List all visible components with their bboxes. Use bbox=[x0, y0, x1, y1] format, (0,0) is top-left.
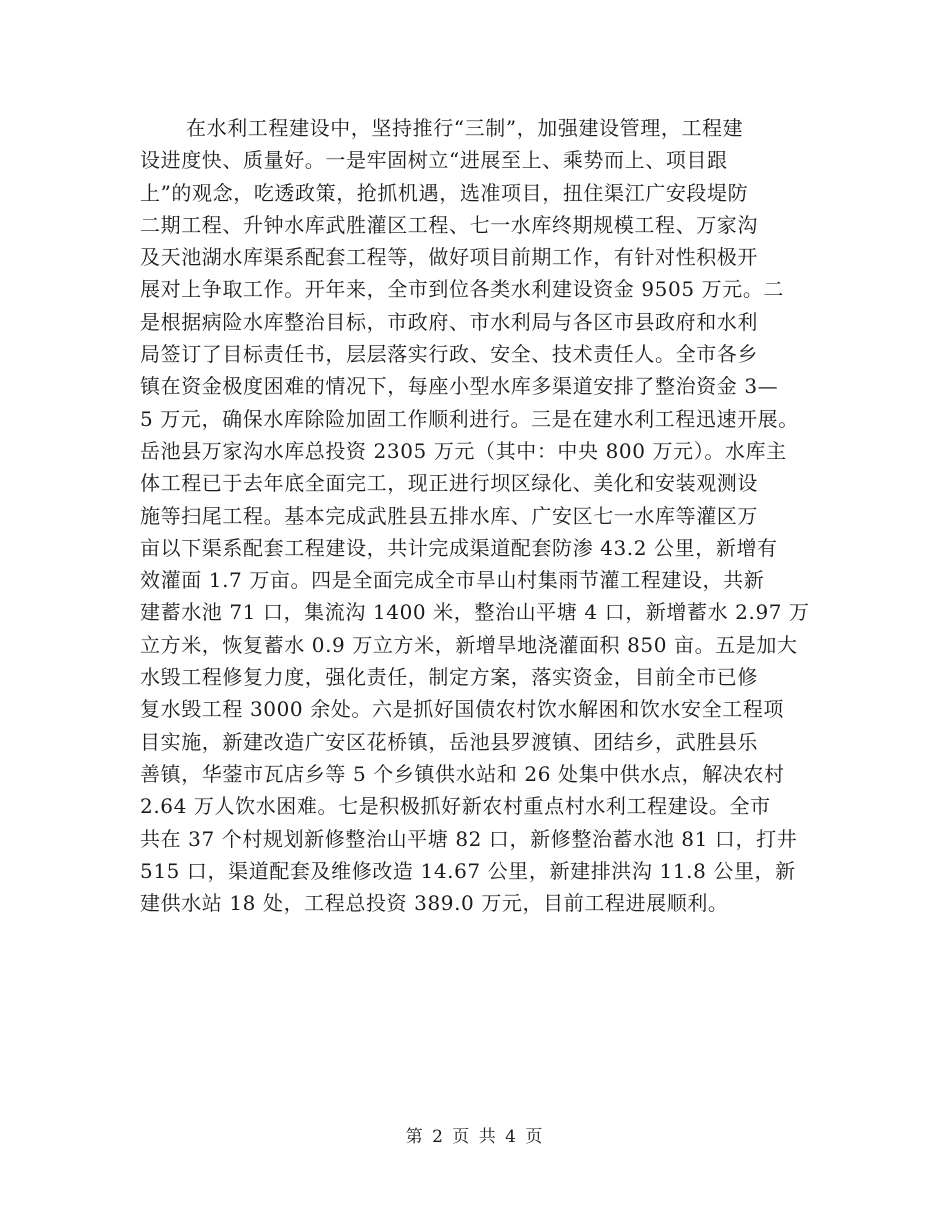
paragraph-line-19: 复水毁工程 3000 余处。六是抓好国债农村饮水解困和饮水安全工程项 bbox=[140, 697, 785, 722]
paragraph-line-6: 展对上争取工作。开年来，全市到位各类水利建设资金 9505 万元。二 bbox=[140, 277, 785, 302]
paragraph-line-9: 镇在资金极度困难的情况下，每座小型水库多渠道安排了整治资金 3— bbox=[140, 374, 779, 399]
paragraph-line-22: 2.64 万人饮水困难。七是积极抓好新农村重点村水利工程建设。全市 bbox=[140, 794, 771, 819]
paragraph-line-12: 体工程已于去年底全面完工，现正进行坝区绿化、美化和安装观测设 bbox=[140, 471, 758, 496]
paragraph-line-21: 善镇，华蓥市瓦店乡等 5 个乡镇供水站和 26 处集中供水点，解决农村 bbox=[140, 761, 785, 786]
paragraph-line-23: 共在 37 个村规划新修整治山平塘 82 口，新修整治蓄水池 81 口，打井 bbox=[140, 826, 798, 851]
paragraph-line-20: 目实施，新建改造广安区花桥镇，岳池县罗渡镇、团结乡，武胜县乐 bbox=[140, 729, 758, 754]
paragraph-line-16: 建蓄水池 71 口，集流沟 1400 米，整治山平塘 4 口，新增蓄水 2.97 万 bbox=[140, 600, 810, 625]
page-number-footer: 第 2 页 共 4 页 bbox=[405, 1127, 545, 1147]
paragraph-line-2: 设进度快、质量好。一是牢固树立“进展至上、乘势而上、项目跟 bbox=[140, 148, 728, 173]
paragraph-line-11: 岳池县万家沟水库总投资 2305 万元（其中：中央 800 万元）。水库主 bbox=[140, 438, 787, 463]
body-paragraph bbox=[140, 112, 830, 919]
paragraph-line-15: 效灌面 1.7 万亩。四是全面完成全市旱山村集雨节灌工程建设，共新 bbox=[140, 568, 765, 593]
paragraph-line-5: 及天池湖水库渠系配套工程等，做好项目前期工作，有针对性积极开 bbox=[140, 245, 758, 270]
paragraph-line-13: 施等扫尾工程。基本完成武胜县五排水库、广安区七一水库等灌区万 bbox=[140, 503, 758, 528]
paragraph-line-18: 水毁工程修复力度，强化责任，制定方案，落实资金，目前全市已修 bbox=[140, 665, 758, 690]
paragraph-line-4: 二期工程、升钟水库武胜灌区工程、七一水库终期规模工程、万家沟 bbox=[140, 212, 758, 237]
paragraph-line-25: 建供水站 18 处，工程总投资 389.0 万元，目前工程进展顺利。 bbox=[140, 891, 729, 916]
paragraph-line-14: 亩以下渠系配套工程建设，共计完成渠道配套防渗 43.2 公里，新增有 bbox=[140, 535, 778, 560]
paragraph-line-17: 立方米，恢复蓄水 0.9 万立方米，新增旱地浇灌面积 850 亩。五是加大 bbox=[140, 632, 798, 657]
paragraph-line-3: 上”的观念，吃透政策，抢抓机遇，选准项目，扭住渠江广安段堤防 bbox=[140, 180, 749, 205]
paragraph-line-24: 515 口，渠道配套及维修改造 14.67 公里，新建排洪沟 11.8 公里，新 bbox=[140, 858, 796, 883]
paragraph-line-10: 5 万元，确保水库除险加固工作顺利进行。三是在建水利工程迅速开展。 bbox=[140, 406, 799, 431]
paragraph-line-8: 局签订了目标责任书，层层落实行政、安全、技术责任人。全市各乡 bbox=[140, 342, 758, 367]
paragraph-line-1: 在水利工程建设中，坚持推行“三制”，加强建设管理，工程建 bbox=[186, 116, 744, 140]
paragraph-line-7: 是根据病险水库整治目标，市政府、市水利局与各区市县政府和水利 bbox=[140, 309, 758, 334]
